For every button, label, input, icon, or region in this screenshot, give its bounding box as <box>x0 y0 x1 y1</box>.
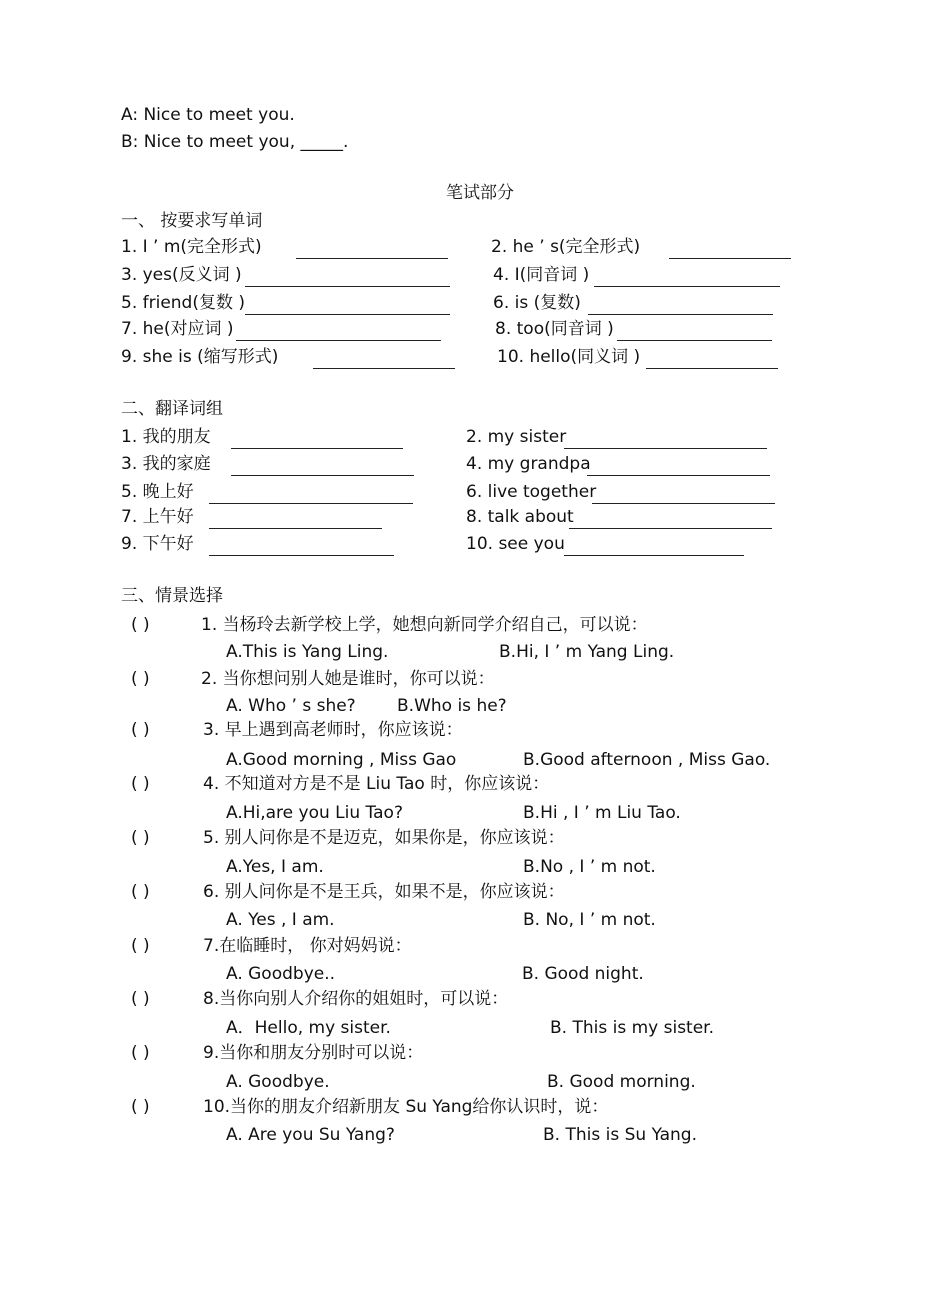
option-a: A.Good morning , Miss Gao <box>226 750 457 770</box>
s2-item-6: 6. live together <box>466 482 597 502</box>
option-a: A.Yes, I am. <box>226 857 324 877</box>
s1-blank-9[interactable] <box>313 348 455 369</box>
section3-heading: 三、情景选择 <box>121 586 223 606</box>
answer-paren[interactable]: ( ) <box>131 1043 150 1063</box>
question-text: 5. 别人问你是不是迈克，如果你是，你应该说： <box>203 828 565 848</box>
s2-blank-6[interactable] <box>592 483 775 504</box>
option-b: B.Who is he? <box>397 696 507 716</box>
question-text: 7.在临睡时， 你对妈妈说： <box>203 936 412 956</box>
option-a: A.This is Yang Ling. <box>226 642 389 662</box>
s1-item-7: 7. he(对应词 ) <box>121 319 234 339</box>
s1-item-6: 6. is (复数) <box>493 293 581 313</box>
question-text: 3. 早上遇到高老师时，你应该说： <box>203 720 463 740</box>
s2-blank-5[interactable] <box>209 483 413 504</box>
answer-paren[interactable]: ( ) <box>131 615 150 635</box>
answer-paren[interactable]: ( ) <box>131 669 150 689</box>
s2-blank-3[interactable] <box>231 455 414 476</box>
s2-blank-4[interactable] <box>587 455 770 476</box>
question-text: 6. 别人问你是不是王兵，如果不是，你应该说： <box>203 882 565 902</box>
option-b: B. This is my sister. <box>550 1018 715 1038</box>
s1-blank-4[interactable] <box>594 266 780 287</box>
option-a: A.Hi,are you Liu Tao? <box>226 803 403 823</box>
answer-paren[interactable]: ( ) <box>131 1097 150 1117</box>
s1-item-5: 5. friend(复数 ) <box>121 293 246 313</box>
option-b: B.No , I ’ m not. <box>523 857 656 877</box>
answer-paren[interactable]: ( ) <box>131 774 150 794</box>
section2-heading: 二、翻译词组 <box>121 399 223 419</box>
s2-blank-8[interactable] <box>569 508 772 529</box>
s2-item-10: 10. see you <box>466 534 565 554</box>
option-a: A. Goodbye. <box>226 1072 330 1092</box>
s1-blank-5[interactable] <box>245 294 450 315</box>
s2-item-4: 4. my grandpa <box>466 454 591 474</box>
option-b: B. Good morning. <box>547 1072 696 1092</box>
question-text: 4. 不知道对方是不是 Liu Tao 时，你应该说： <box>203 774 550 794</box>
option-a: A．Hello, my sister. <box>226 1018 391 1038</box>
dialogue-line-a: A: Nice to meet you. <box>121 105 295 125</box>
answer-paren[interactable]: ( ) <box>131 936 150 956</box>
answer-paren[interactable]: ( ) <box>131 989 150 1009</box>
s2-item-1: 1. 我的朋友 <box>121 427 211 447</box>
option-a: A. Are you Su Yang? <box>226 1125 395 1145</box>
s2-item-2: 2. my sister <box>466 427 567 447</box>
dialogue-line-b: B: Nice to meet you, _____. <box>121 132 349 152</box>
s1-blank-2[interactable] <box>669 238 791 259</box>
question-text: 10.当你的朋友介绍新朋友 Su Yang给你认识时，说： <box>203 1097 609 1117</box>
option-b: B. No, I ’ m not. <box>523 910 656 930</box>
s2-blank-1[interactable] <box>231 428 403 449</box>
option-a: A. Goodbye.. <box>226 964 336 984</box>
s2-item-8: 8. talk about <box>466 507 574 527</box>
s1-blank-10[interactable] <box>646 348 778 369</box>
s2-item-7: 7. 上午好 <box>121 507 194 527</box>
s2-item-9: 9. 下午好 <box>121 534 194 554</box>
option-b: B.Hi, I ’ m Yang Ling. <box>499 642 675 662</box>
option-b: B. This is Su Yang. <box>543 1125 697 1145</box>
s1-item-2: 2. he ’ s(完全形式) <box>491 237 641 257</box>
option-a: A. Who ’ s she? <box>226 696 356 716</box>
answer-paren[interactable]: ( ) <box>131 720 150 740</box>
s1-item-1: 1. I ’ m(完全形式) <box>121 237 262 257</box>
s1-item-10: 10. hello(同义词 ) <box>497 347 641 367</box>
s1-item-9: 9. she is (缩写形式) <box>121 347 279 367</box>
s1-blank-8[interactable] <box>617 320 772 341</box>
s1-blank-1[interactable] <box>296 238 448 259</box>
s2-blank-10[interactable] <box>564 535 744 556</box>
option-b: B. Good night. <box>522 964 644 984</box>
question-text: 2. 当你想问别人她是谁时，你可以说： <box>201 669 495 689</box>
question-text: 9.当你和朋友分别时可以说： <box>203 1043 424 1063</box>
s2-item-3: 3. 我的家庭 <box>121 454 211 474</box>
s1-item-4: 4. I(同音词 ) <box>493 265 590 285</box>
question-text: 8.当你向别人介绍你的姐姐时，可以说： <box>203 989 509 1009</box>
answer-paren[interactable]: ( ) <box>131 882 150 902</box>
s1-item-3: 3. yes(反义词 ) <box>121 265 242 285</box>
s2-blank-2[interactable] <box>564 428 767 449</box>
question-text: 1. 当杨玲去新学校上学，她想向新同学介绍自己，可以说： <box>201 615 648 635</box>
s2-blank-9[interactable] <box>209 535 394 556</box>
answer-paren[interactable]: ( ) <box>131 828 150 848</box>
s1-blank-3[interactable] <box>245 266 450 287</box>
s1-item-8: 8. too(同音词 ) <box>495 319 614 339</box>
option-a: A. Yes , I am. <box>226 910 335 930</box>
page-title: 笔试部分 <box>446 183 514 203</box>
s2-item-5: 5. 晚上好 <box>121 482 194 502</box>
s2-blank-7[interactable] <box>209 508 382 529</box>
s1-blank-7[interactable] <box>236 320 441 341</box>
option-b: B.Good afternoon , Miss Gao. <box>523 750 771 770</box>
s1-blank-6[interactable] <box>588 294 773 315</box>
section1-heading: 一、 按要求写单词 <box>121 211 263 231</box>
option-b: B.Hi , I ’ m Liu Tao. <box>523 803 681 823</box>
